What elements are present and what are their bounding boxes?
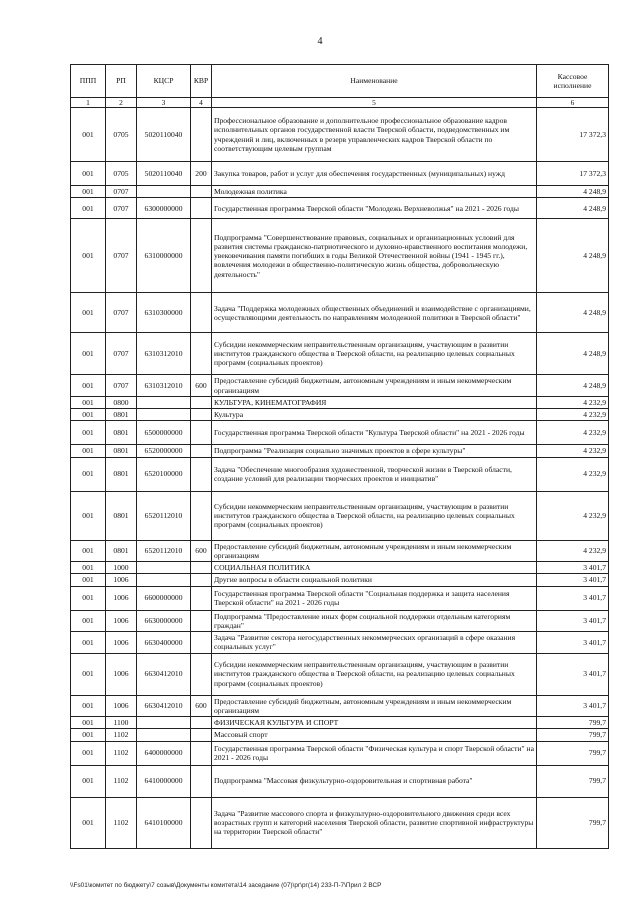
cell-name: Субсидии некоммерческим неправительственным организациям, участвующим в развитии институтов гражданского общества в Тверской области, на реализацию целевых социальных программ (социальных проектов) (212, 333, 537, 375)
cell-kcsr (137, 717, 191, 729)
cell-kcsr: 6310300000 (137, 293, 191, 333)
cell-kcsr: 6520100000 (137, 457, 191, 491)
cell-rp: 0801 (106, 409, 137, 421)
header-ppp: ППП (71, 65, 106, 98)
header-rp: РП (106, 65, 137, 98)
cell-amount: 4 248,9 (537, 333, 609, 375)
cell-amount: 3 401,7 (537, 574, 609, 586)
cell-amount: 3 401,7 (537, 632, 609, 654)
table-row (71, 409, 609, 421)
cell-name: Предоставление субсидий бюджетным, автономным учреждениям и иным некоммерческим организациям (212, 375, 537, 397)
header-name: Наименование (212, 65, 537, 98)
cell-kvr: 600 (191, 540, 212, 562)
cell-ppp: 001 (71, 293, 106, 333)
header-amount: Кассовое исполнение (537, 65, 609, 98)
cell-name: Подпрограмма "Реализация социально значимых проектов в сфере культуры" (212, 445, 537, 457)
cell-kcsr: 6520112010 (137, 491, 191, 540)
cell-name: Государственная программа Тверской области "Социальная поддержка и защита населения Тверской области" на 2021 - 2026 годы (212, 586, 537, 610)
table-row (71, 610, 609, 632)
cell-ppp: 001 (71, 632, 106, 654)
cell-kvr (191, 108, 212, 162)
cell-rp: 0707 (106, 198, 137, 219)
cell-name: Задача "Обеспечение многообразия художественной, творческой жизни в Тверской области, создание условий для реализации творческих проектов и инициатив" (212, 457, 537, 491)
cell-name: Молодежная политика (212, 186, 537, 198)
cell-rp: 1006 (106, 610, 137, 632)
cell-rp: 0707 (106, 333, 137, 375)
cell-kcsr (137, 186, 191, 198)
cell-kcsr: 6310000000 (137, 219, 191, 293)
cell-ppp: 001 (71, 574, 106, 586)
cell-kvr (191, 457, 212, 491)
table-row (71, 396, 609, 408)
cell-name: Другие вопросы в области социальной политики (212, 574, 537, 586)
cell-ppp: 001 (71, 219, 106, 293)
page-number: 4 (317, 36, 323, 47)
cell-ppp: 001 (71, 491, 106, 540)
table-row (71, 293, 609, 333)
table-row (71, 198, 609, 219)
cell-rp: 0801 (106, 457, 137, 491)
cell-ppp: 001 (71, 540, 106, 562)
cell-ppp: 001 (71, 729, 106, 741)
cell-amount: 799,7 (537, 729, 609, 741)
table-row (71, 540, 609, 562)
cell-ppp: 001 (71, 797, 106, 848)
cell-kcsr: 6400000000 (137, 741, 191, 765)
cell-kvr (191, 562, 212, 574)
cell-ppp: 001 (71, 396, 106, 408)
cell-amount: 4 232,9 (537, 540, 609, 562)
table-row (71, 162, 609, 186)
cell-kvr (191, 574, 212, 586)
cell-kcsr: 6300000000 (137, 198, 191, 219)
cell-kcsr: 6630412010 (137, 695, 191, 717)
cell-kcsr: 6410100000 (137, 797, 191, 848)
cell-ppp: 001 (71, 409, 106, 421)
table-row (71, 491, 609, 540)
cell-amount: 799,7 (537, 797, 609, 848)
cell-ppp: 001 (71, 375, 106, 397)
header-kvr: КВР (191, 65, 212, 98)
cell-amount: 4 248,9 (537, 219, 609, 293)
cell-rp: 1006 (106, 653, 137, 695)
cell-name: Задача "Поддержка молодежных общественных объединений и взаимодействие с организациями, осуществляющими деятельность по направлениям молодежной политики в Тверской области" (212, 293, 537, 333)
cell-rp: 0705 (106, 108, 137, 162)
cell-name: Предоставление субсидий бюджетным, автономным учреждениям и иным некоммерческим организациям (212, 695, 537, 717)
table-row (71, 421, 609, 445)
cell-kvr (191, 586, 212, 610)
cell-kvr (191, 421, 212, 445)
table-row (71, 695, 609, 717)
cell-name: Культура (212, 409, 537, 421)
cell-amount: 3 401,7 (537, 653, 609, 695)
cell-name: Закупка товаров, работ и услуг для обеспечения государственных (муниципальных) нужд (212, 162, 537, 186)
cell-name: Предоставление субсидий бюджетным, автономным учреждениям и иным некоммерческим организациям (212, 540, 537, 562)
cell-rp: 0707 (106, 186, 137, 198)
table-row (71, 797, 609, 848)
cell-kvr (191, 186, 212, 198)
cell-kcsr: 6600000000 (137, 586, 191, 610)
cell-kcsr: 6630400000 (137, 632, 191, 654)
cell-kvr (191, 717, 212, 729)
cell-amount: 799,7 (537, 717, 609, 729)
table-row (71, 741, 609, 765)
cell-name: Массовый спорт (212, 729, 537, 741)
cell-name: Государственная программа Тверской области "Культура Тверской области" на 2021 - 2026 годы (212, 421, 537, 445)
cell-kcsr: 6310312010 (137, 375, 191, 397)
cell-rp: 1102 (106, 741, 137, 765)
table-row (71, 653, 609, 695)
cell-amount: 4 248,9 (537, 293, 609, 333)
cell-kvr (191, 653, 212, 695)
cell-amount: 4 232,9 (537, 457, 609, 491)
budget-table (70, 64, 609, 849)
cell-name: Государственная программа Тверской области "Физическая культура и спорт Тверской области" на 2021 - 2026 годы (212, 741, 537, 765)
cell-kcsr: 6500000000 (137, 421, 191, 445)
cell-kvr (191, 198, 212, 219)
cell-name: Задача "Развитие массового спорта и физкультурно-оздоровительного движения среди всех возрастных групп и категорий населения Тверской области, развитие спортивной инфраструктуры на территории Тверской области" (212, 797, 537, 848)
cell-amount: 799,7 (537, 765, 609, 797)
cell-kvr (191, 293, 212, 333)
cell-kvr: 600 (191, 695, 212, 717)
cell-kvr (191, 797, 212, 848)
cell-amount: 3 401,7 (537, 695, 609, 717)
cell-kvr (191, 632, 212, 654)
cell-kcsr: 6520112010 (137, 540, 191, 562)
cell-ppp: 001 (71, 421, 106, 445)
cell-rp: 1006 (106, 574, 137, 586)
cell-ppp: 001 (71, 695, 106, 717)
cell-ppp: 001 (71, 445, 106, 457)
cell-name: Подпрограмма "Совершенствование правовых, социальных и организационных условий для развития системы гражданско-патриотического и духовно-нравственного воспитания молодежи, увековечивания памяти погибших в годы Великой Отечественной войны (1941 - 1945 гг.), вовлечения молодежи в общественно-политическую жизнь общества, добровольческую деятельность" (212, 219, 537, 293)
cell-ppp: 001 (71, 586, 106, 610)
cell-ppp: 001 (71, 108, 106, 162)
cell-kcsr (137, 729, 191, 741)
cell-amount: 4 248,9 (537, 375, 609, 397)
cell-amount: 799,7 (537, 741, 609, 765)
cell-kvr: 200 (191, 162, 212, 186)
cell-ppp: 001 (71, 562, 106, 574)
table-row (71, 586, 609, 610)
cell-ppp: 001 (71, 717, 106, 729)
table-row (71, 186, 609, 198)
table-body (71, 108, 609, 849)
cell-name: Субсидии некоммерческим неправительственным организациям, участвующим в развитии институтов гражданского общества в Тверской области, на реализацию целевых социальных программ (социальных проектов) (212, 491, 537, 540)
cell-amount: 4 232,9 (537, 445, 609, 457)
cell-amount: 4 232,9 (537, 491, 609, 540)
cell-kcsr (137, 409, 191, 421)
cell-rp: 1006 (106, 695, 137, 717)
cell-ppp: 001 (71, 653, 106, 695)
cell-amount: 3 401,7 (537, 562, 609, 574)
cell-kcsr: 6520000000 (137, 445, 191, 457)
cell-name: Профессиональное образование и дополнительное профессиональное образование кадров исполнительных органов государственной власти Тверской области, подведомственных им учреждений и лиц, включенных в резерв управленческих кадров Тверской области по соответствующим целевым группам (212, 108, 537, 162)
table-row (71, 765, 609, 797)
cell-rp: 1000 (106, 562, 137, 574)
cell-kvr (191, 610, 212, 632)
table-row (71, 632, 609, 654)
cell-kvr (191, 741, 212, 765)
cell-amount: 4 232,9 (537, 396, 609, 408)
cell-ppp: 001 (71, 741, 106, 765)
cell-ppp: 001 (71, 198, 106, 219)
table-row (71, 375, 609, 397)
cell-rp: 0705 (106, 162, 137, 186)
cell-rp: 1006 (106, 586, 137, 610)
file-path-footer: \\Fs01\комитет по бюджету\7 созыв\Документы комитета\14 заседание (07)\рг\рг(14) 233-П-7\Прил 2 ВСР (70, 882, 382, 889)
header-kcsr: КЦСР (137, 65, 191, 98)
cell-name: Субсидии некоммерческим неправительственным организациям, участвующим в развитии институтов гражданского общества в Тверской области, на реализацию целевых социальных программ (социальных проектов) (212, 653, 537, 695)
cell-rp: 0801 (106, 445, 137, 457)
column-number: 6 (537, 98, 609, 108)
cell-ppp: 001 (71, 610, 106, 632)
cell-amount: 4 232,9 (537, 421, 609, 445)
cell-kvr (191, 219, 212, 293)
cell-kvr: 600 (191, 375, 212, 397)
cell-kvr (191, 491, 212, 540)
cell-kcsr: 5020110040 (137, 108, 191, 162)
cell-kcsr (137, 396, 191, 408)
cell-kvr (191, 333, 212, 375)
cell-name: ФИЗИЧЕСКАЯ КУЛЬТУРА И СПОРТ (212, 717, 537, 729)
cell-name: Подпрограмма "Массовая физкультурно-оздоровительная и спортивная работа" (212, 765, 537, 797)
column-number: 2 (106, 98, 137, 108)
table-row (71, 219, 609, 293)
table-row (71, 108, 609, 162)
cell-rp: 1100 (106, 717, 137, 729)
cell-rp: 0707 (106, 293, 137, 333)
cell-rp: 0800 (106, 396, 137, 408)
cell-rp: 0707 (106, 375, 137, 397)
cell-kcsr: 6410000000 (137, 765, 191, 797)
cell-rp: 0801 (106, 421, 137, 445)
cell-kvr (191, 729, 212, 741)
column-number: 5 (212, 98, 537, 108)
cell-name: Задача "Развитие сектора негосударственных некоммерческих организаций в сфере оказания социальных услуг" (212, 632, 537, 654)
table-row (71, 445, 609, 457)
cell-rp: 0707 (106, 219, 137, 293)
cell-name: Подпрограмма "Предоставление иных форм социальной поддержки отдельным категориям граждан" (212, 610, 537, 632)
cell-kcsr (137, 562, 191, 574)
cell-kvr (191, 445, 212, 457)
cell-kcsr: 6310312010 (137, 333, 191, 375)
column-number: 3 (137, 98, 191, 108)
cell-amount: 4 248,9 (537, 198, 609, 219)
cell-kcsr: 5020110040 (137, 162, 191, 186)
cell-amount: 3 401,7 (537, 586, 609, 610)
cell-ppp: 001 (71, 162, 106, 186)
cell-ppp: 001 (71, 186, 106, 198)
cell-name: СОЦИАЛЬНАЯ ПОЛИТИКА (212, 562, 537, 574)
table-row (71, 457, 609, 491)
column-number: 1 (71, 98, 106, 108)
cell-kvr (191, 765, 212, 797)
cell-ppp: 001 (71, 457, 106, 491)
table-row (71, 574, 609, 586)
cell-ppp: 001 (71, 333, 106, 375)
table-row (71, 729, 609, 741)
table-row (71, 562, 609, 574)
cell-rp: 0801 (106, 540, 137, 562)
cell-kcsr: 6630412010 (137, 653, 191, 695)
header-row (71, 65, 609, 98)
cell-name: КУЛЬТУРА, КИНЕМАТОГРАФИЯ (212, 396, 537, 408)
cell-amount: 3 401,7 (537, 610, 609, 632)
table-row (71, 717, 609, 729)
cell-rp: 1102 (106, 729, 137, 741)
cell-rp: 1102 (106, 765, 137, 797)
cell-rp: 1102 (106, 797, 137, 848)
cell-kcsr: 6630000000 (137, 610, 191, 632)
cell-rp: 1006 (106, 632, 137, 654)
cell-amount: 17 372,3 (537, 108, 609, 162)
cell-kvr (191, 409, 212, 421)
cell-name: Государственная программа Тверской области "Молодежь Верхневолжья" на 2021 - 2026 годы (212, 198, 537, 219)
table-row (71, 333, 609, 375)
cell-amount: 17 372,3 (537, 162, 609, 186)
cell-amount: 4 232,9 (537, 409, 609, 421)
cell-kvr (191, 396, 212, 408)
cell-ppp: 001 (71, 765, 106, 797)
cell-rp: 0801 (106, 491, 137, 540)
column-number-row (71, 98, 609, 108)
cell-amount: 4 248,9 (537, 186, 609, 198)
column-number: 4 (191, 98, 212, 108)
cell-kcsr (137, 574, 191, 586)
